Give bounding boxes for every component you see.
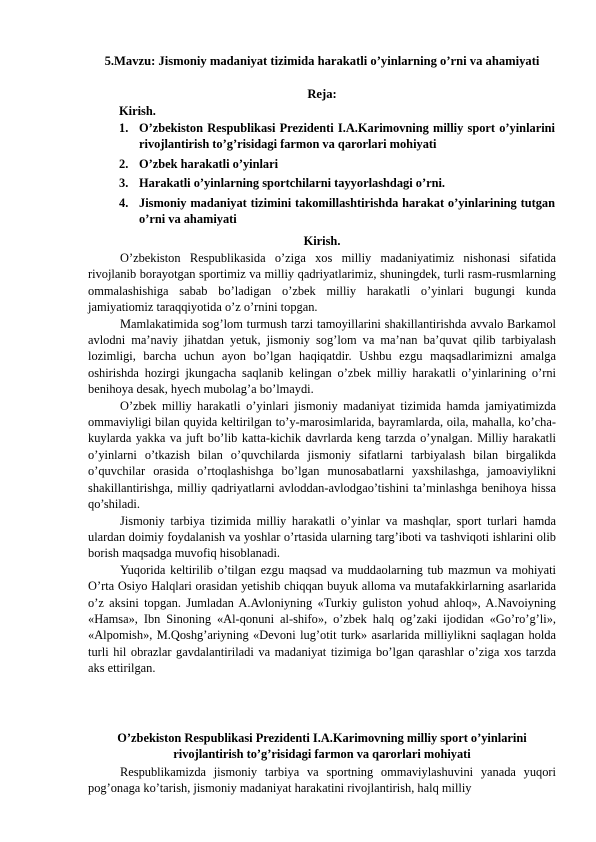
section-heading: O’zbekiston Respublikasi Prezidenti I.A.Karimovning milliy sport o’yinlarini rivojlantirish to’g’risidagi farmon va qarorlari mohiyati	[117, 731, 527, 762]
section-body	[88, 764, 556, 797]
plan-item-text: O’zbek harakatli o’yinlari	[139, 156, 279, 171]
plan-item	[119, 195, 555, 228]
plan-list	[119, 120, 555, 230]
intro-paragraph: Mamlakatimida sog’lom turmush tarzi tamoyillarini shakillantirishda avvalo Barkamol avlodni ma’naviy jihatdan yetuk, jismoniy sog’lom va ma’nan ba’quvat qilib tarbiyalash lozimligi, barcha uchun ayon bo’lgan haqiqatdir. Ushbu ezgu maqsadlarimizni amalga oshirishda hozirgi jkungacha saqlanib kelingan o’zbek milliy harakatli o’yinlarining o’rni benihoya desak, hyech mubolag’a bo’lmaydi.	[88, 316, 556, 397]
intro-body	[88, 250, 556, 677]
plan-item-number: 2.	[119, 156, 129, 171]
plan-intro-label: Kirish.	[119, 104, 156, 118]
plan-item-text: Jismoniy madaniyat tizimini takomillashtirishda harakat o’yinlarining tutgan o’rni va ahamiyati	[139, 195, 555, 227]
section-paragraph: Respublikamizda jismoniy tarbiya va sportning ommaviylashuvini yanada yuqori pog’onaga ko’tarish, jismoniy madaniyat harakatini rivojlantirish, halq milliy	[88, 765, 556, 796]
plan-item	[119, 156, 555, 172]
plan-item	[119, 120, 555, 153]
plan-item-number: 4.	[119, 195, 129, 210]
plan-item-number: 3.	[119, 176, 129, 191]
plan-heading: Reja:	[307, 87, 337, 101]
intro-heading: Kirish.	[303, 234, 341, 248]
intro-paragraph: Jismoniy tarbiya tizimida milliy harakatli o’yinlar va mashqlar, sport turlari hamda ulardan doimiy foydalanish va yoshlar o’rtasida ularning targ’iboti va tashviqoti ishlarini olib borish maqsadga muvofiq hisoblanadi.	[88, 513, 556, 561]
plan-item-text: Harakatli o’yinlarning sportchilarni tayyorlashdagi o’rni.	[139, 176, 445, 191]
plan-item-number: 1.	[119, 121, 129, 135]
intro-paragraph: O’zbekiston Respublikasida o’ziga xos milliy madaniyatimiz nishonasi sifatida rivojlanib borayotgan sportimiz va milliy qadriyatlarimiz, shuningdek, turli rasm-rusmlarning ommalashishiga sabab bo’ladigan o’zbek milliy harakatli o’yinlari bugungi kunda jamiyatiomiz taraqqiyotida o’z o’rnini topgan.	[88, 251, 556, 315]
document-title: 5.Mavzu: Jismoniy madaniyat tizimida harakatli o’yinlarning o’rni va ahamiyati	[104, 54, 540, 68]
intro-paragraph: O’zbek milliy harakatli o’yinlari jismoniy madaniyat tizimida hamda jamiyatimizda ommaviyligi bilan quyida keltirilgan to’y-marosimlarida, bayramlarda, oila, mahalla, ko’cha-kuylarda yakka va juft bo’lib katta-kichik davrlarda keng tarzda o’ynalgan. Milliy harakatli o’yinlarni o’tkazish bilan o’quvchilarda jismoniy sifatlarni tarbiyalash bilan birgalikda o’quvchilar orasida o’rtoqlashishga bo’lgan munosabatlarni yaxshilashga, jamoaviylikni shakillantirishga, milliy qadriyatlarni avloddan-avlodgao’tishini ta’minlashga benihoya hissa qo’shiladi.	[88, 398, 556, 512]
intro-paragraph: Yuqorida keltirilib o’tilgan ezgu maqsad va muddaolarning tub mazmun va mohiyati O’rta Osiyo Halqlari orasidan yetishib chiqqan buyuk alloma va mutafakkirlarning asarlarida o’z aksini topgan. Jumladan A.Avloniyning «Turkiy guliston yohud ahloq», A.Navoiyning «Hamsa», Ibn Sinoning «Al-qonuni al-shifo», o’zbek halq og’zaki ijodidan «Go’ro’g’li», «Alpomish», M.Qoshg’ariyning «Devoni lug’otit turk» asarlarida milliylikni saqlagan holda turli hil obrazlar gavdalantiriladi va madaniyat tizimiga bo’lgan qarashlar o’ziga xos tarzda aks ettirilgan.	[88, 562, 556, 676]
plan-item	[119, 175, 555, 191]
plan-item-text: O’zbekiston Respublikasi Prezidenti I.A.Karimovning milliy sport o’yinlarini rivojlantirish to’g’risidagi farmon va qarorlari mohiyati	[139, 121, 555, 152]
